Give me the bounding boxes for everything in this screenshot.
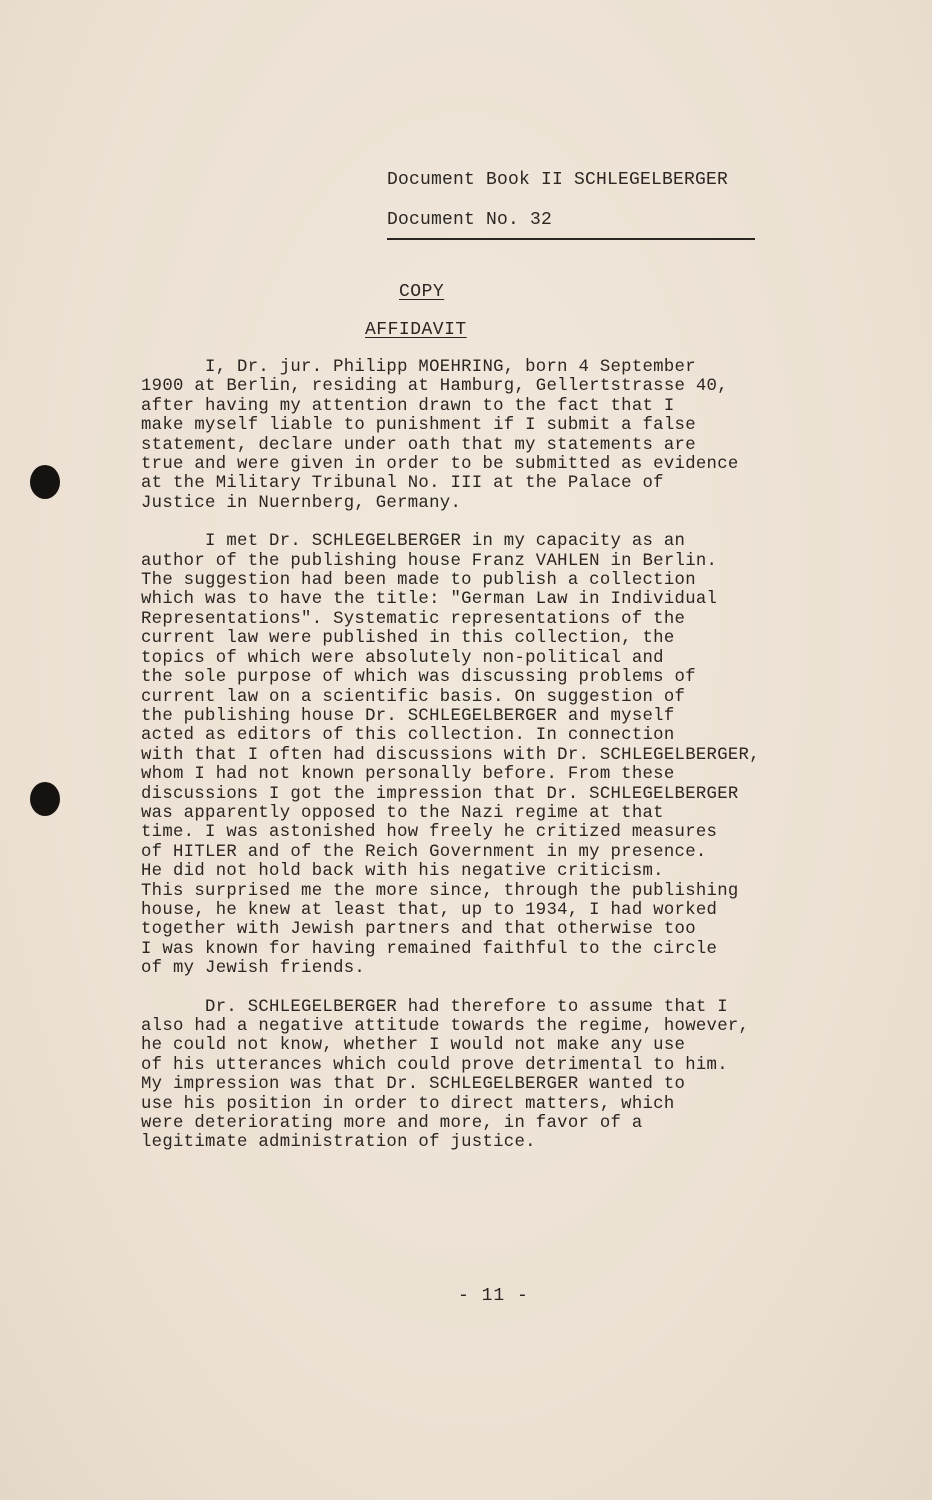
text-line: with that I often had discussions with Dr. SCHLEGELBERGER,: [141, 745, 760, 765]
page-number: - 11 -: [458, 1286, 529, 1306]
text-line: true and were given in order to be submitted as evidence: [141, 455, 739, 475]
text-line: 1900 at Berlin, residing at Hamburg, Gellertstrasse 40,: [141, 377, 728, 397]
text-line: which was to have the title: "German Law in Individual: [141, 590, 718, 610]
text-line: after having my attention drawn to the fact that I: [141, 396, 675, 416]
text-line: make myself liable to punishment if I submit a false: [141, 416, 696, 436]
text-line: Justice in Nuernberg, Germany.: [141, 493, 462, 513]
text-line: current law on a scientific basis. On suggestion of: [141, 687, 686, 707]
text-line: This surprised me the more since, through the publishing: [141, 881, 739, 901]
header-rule: [387, 238, 755, 240]
text-line: author of the publishing house Franz VAHLEN in Berlin.: [141, 551, 718, 571]
text-line: together with Jewish partners and that otherwise too: [141, 920, 696, 940]
affidavit-title: AFFIDAVIT: [365, 320, 467, 340]
text-line: time. I was astonished how freely he critized measures: [141, 823, 718, 843]
affidavit-body: [141, 358, 821, 1172]
text-line: I, Dr. jur. Philipp MOEHRING, born 4 September: [141, 358, 696, 377]
copy-title: COPY: [399, 282, 445, 302]
text-line: acted as editors of this collection. In connection: [141, 726, 675, 746]
text-line: I met Dr. SCHLEGELBERGER in my capacity as an: [141, 532, 686, 552]
text-line: I was known for having remained faithful to the circle: [141, 939, 718, 959]
text-line: were deteriorating more and more, in favor of a: [141, 1114, 643, 1134]
text-line: My impression was that Dr. SCHLEGELBERGER wanted to: [141, 1075, 686, 1095]
document-number-line: Document No. 32: [387, 210, 553, 230]
text-line: The suggestion had been made to publish a collection: [141, 571, 696, 591]
document-book-line: Document Book II SCHLEGELBERGER: [387, 170, 729, 190]
text-line: the publishing house Dr. SCHLEGELBERGER and myself: [141, 706, 675, 726]
text-line: statement, declare under oath that my statements are: [141, 435, 696, 455]
document-header: [387, 170, 757, 230]
text-line: whom I had not known personally before. From these: [141, 765, 675, 785]
text-line: at the Military Tribunal No. III at the Palace of: [141, 474, 664, 494]
text-line: Dr. SCHLEGELBERGER had therefore to assume that I: [141, 997, 728, 1017]
text-line: discussions I got the impression that Dr. SCHLEGELBERGER: [141, 784, 739, 804]
text-line: house, he knew at least that, up to 1934, I had worked: [141, 900, 718, 920]
text-line: also had a negative attitude towards the regime, however,: [141, 1017, 750, 1036]
text-line: he could not know, whether I would not make any use: [141, 1036, 686, 1056]
punch-hole-bottom: [30, 782, 60, 816]
text-line: legitimate administration of justice.: [141, 1133, 536, 1153]
paragraph-1: [141, 358, 821, 513]
text-line: use his position in order to direct matters, which: [141, 1094, 675, 1114]
paragraph-3: [141, 998, 821, 1153]
text-line: current law were published in this collection, the: [141, 629, 675, 649]
text-line: Representations". Systematic representations of the: [141, 609, 686, 629]
paragraph-2: [141, 532, 821, 978]
text-line: of my Jewish friends.: [141, 959, 366, 979]
punch-hole-top: [30, 465, 60, 499]
text-line: He did not hold back with his negative criticism.: [141, 862, 664, 882]
text-line: was apparently opposed to the Nazi regime at that: [141, 803, 664, 823]
text-line: topics of which were absolutely non-political and: [141, 648, 664, 668]
text-line: of HITLER and of the Reich Government in my presence.: [141, 842, 707, 862]
text-line: of his utterances which could prove detrimental to him.: [141, 1055, 728, 1075]
text-line: the sole purpose of which was discussing problems of: [141, 668, 696, 688]
